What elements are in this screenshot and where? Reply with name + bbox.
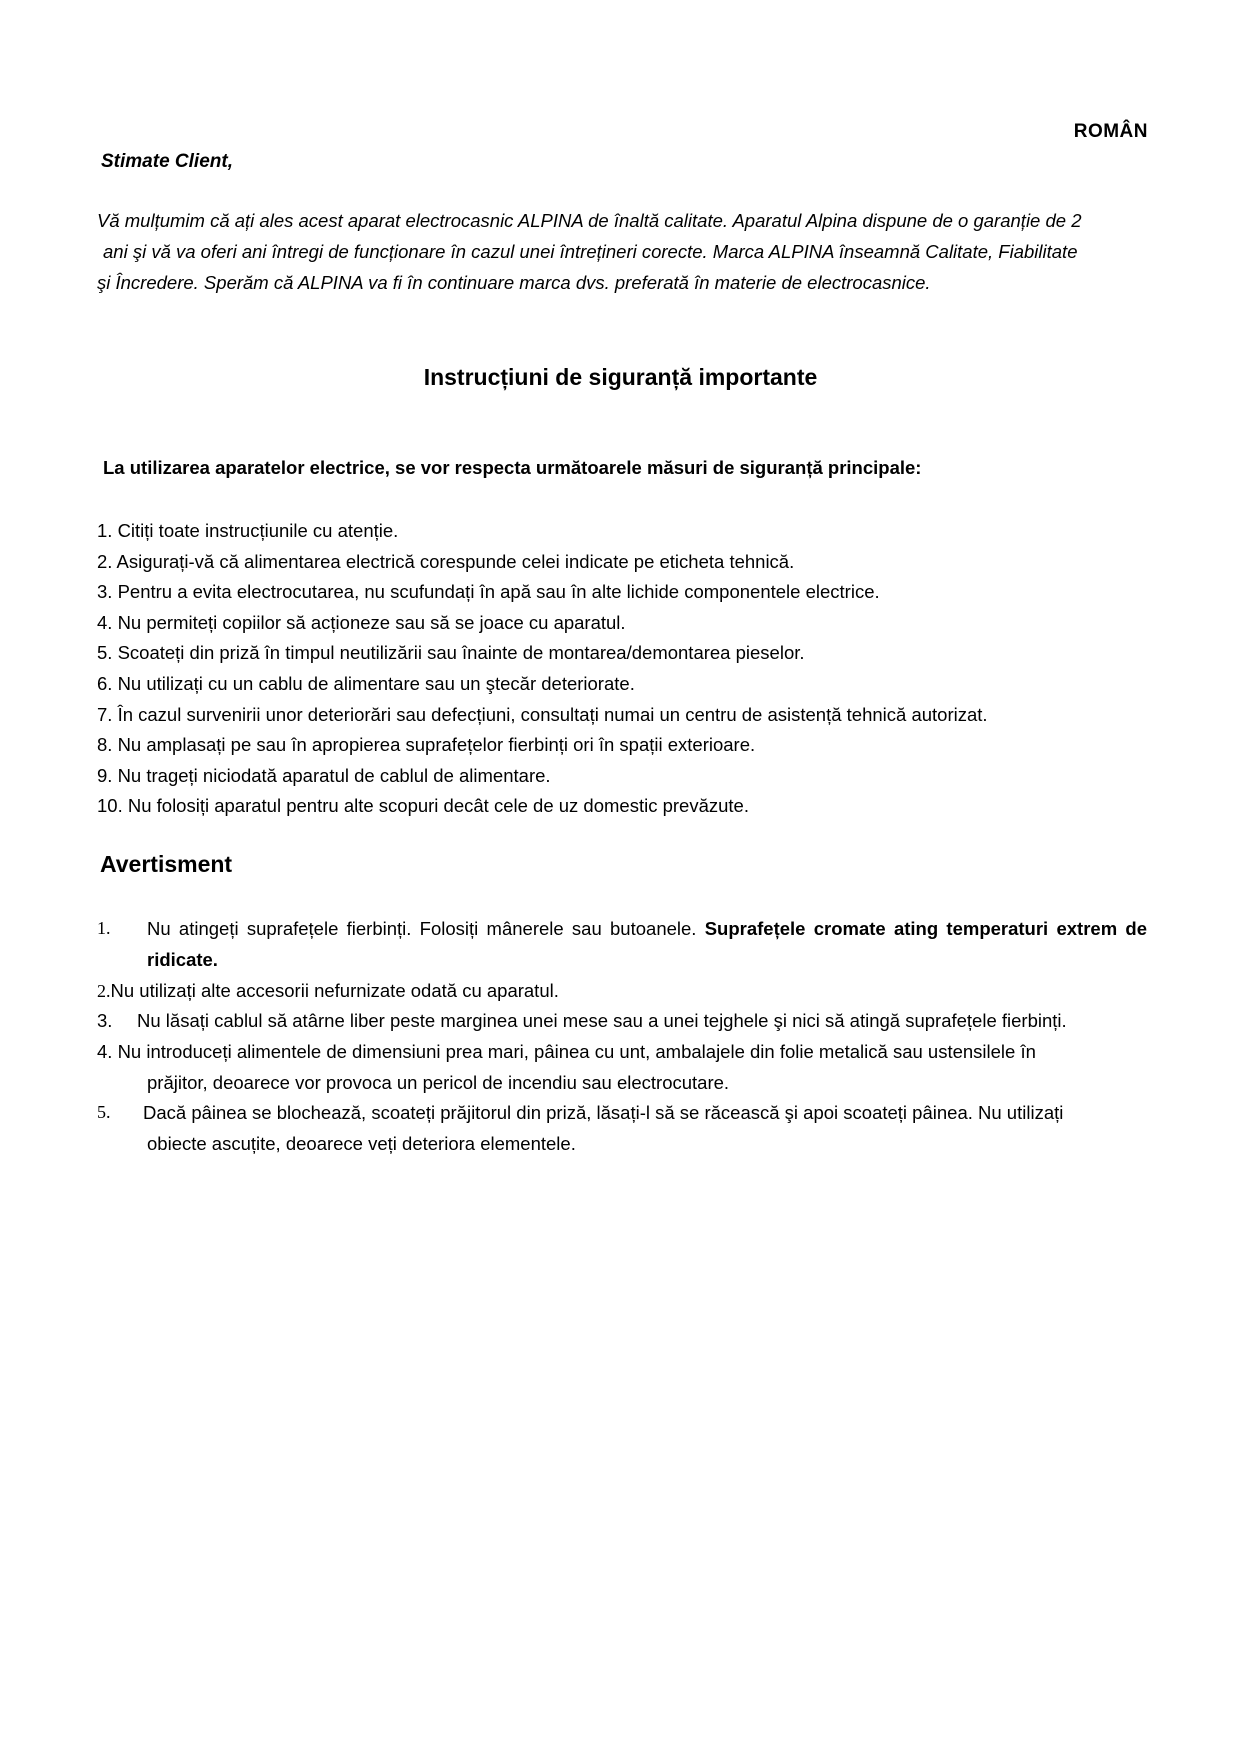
list-item: 1. Citiți toate instrucțiunile cu atenție. bbox=[97, 520, 399, 541]
warning-text: Nu utilizați alte accesorii nefurnizate odată cu aparatul. bbox=[110, 980, 559, 1001]
list-item: 10. Nu folosiți aparatul pentru alte scopuri decât cele de uz domestic prevăzute. bbox=[97, 795, 749, 817]
list-item: 9. Nu trageți niciodată aparatul de cablul de alimentare. bbox=[97, 764, 551, 786]
warning-title: Avertisment bbox=[100, 851, 233, 877]
warning-item-2 bbox=[97, 975, 559, 1007]
warning-text: 4. Nu introduceți alimentele de dimensiuni prea mari, pâinea cu unt, ambalajele din folie metalică sau ustensilele în bbox=[97, 1041, 1036, 1062]
warning-text: Nu lăsați cablul să atârne liber peste marginea unei mese sau a unei tejghele şi nici să atingă suprafețele fierbinți. bbox=[137, 1010, 1067, 1031]
warning-item-4 bbox=[97, 1036, 1147, 1098]
list-item: 8. Nu amplasați pe sau în apropierea suprafețelor fierbinți ori în spații exterioare. bbox=[97, 734, 756, 756]
warning-text-regular: Nu atingeți suprafețele fierbinți. Folosiți mânerele sau butoanele. bbox=[147, 918, 705, 939]
greeting: Stimate Client, bbox=[101, 151, 233, 172]
warning-text-line: obiecte ascuțite, deoarece veți deteriora elementele. bbox=[147, 1133, 576, 1154]
warning-text bbox=[147, 913, 1147, 975]
list-item: 3. Pentru a evita electrocutarea, nu scufundați în apă sau în alte lichide componentele electrice. bbox=[97, 581, 880, 603]
safety-list bbox=[97, 520, 988, 826]
list-item: 2. Asigurați-vă că alimentarea electrică corespunde celei indicate pe eticheta tehnică. bbox=[97, 550, 795, 572]
list-item: 4. Nu permiteți copiilor să acționeze sau să se joace cu aparatul. bbox=[97, 611, 626, 633]
intro-line: Vă mulțumim că ați ales acest aparat electrocasnic ALPINA de înaltă calitate. Aparatul Alpina dispune de o garanție de 2 bbox=[97, 210, 1082, 231]
safety-subtitle: La utilizarea aparatelor electrice, se vor respecta următoarele măsuri de siguranță principale: bbox=[103, 457, 922, 478]
safety-title: Instrucțiuni de siguranță importante bbox=[423, 364, 818, 390]
warning-number: 1. bbox=[97, 918, 111, 938]
intro-line: şi Încredere. Sperăm că ALPINA va fi în continuare marca dvs. preferată în materie de electrocasnice. bbox=[97, 272, 931, 293]
warning-number: 2. bbox=[97, 981, 111, 1001]
warning-number: 3. bbox=[97, 1010, 113, 1031]
warning-text bbox=[143, 1097, 1147, 1159]
list-item: 6. Nu utilizați cu un cablu de alimentare sau un ştecăr deteriorate. bbox=[97, 672, 635, 694]
intro-line: ani şi vă va oferi ani întregi de funcționare în cazul unei întrețineri corecte. Marca ALPINA înseamnă Calitate, Fiabilitate bbox=[103, 241, 1078, 262]
warning-number: 5. bbox=[97, 1102, 111, 1122]
warning-text: prăjitor, deoarece vor provoca un pericol de incendiu sau electrocutare. bbox=[147, 1072, 730, 1093]
list-item: 7. În cazul survenirii unor deteriorări sau defecțiuni, consultați numai un centru de asistență tehnică autorizat. bbox=[97, 703, 988, 725]
warning-text-bold: Suprafețele cromate ating temperaturi extrem de ridicate. bbox=[147, 918, 1147, 970]
language-label: ROMÂN bbox=[1073, 121, 1148, 142]
warning-text-line: Dacă pâinea se blochează, scoateți prăjitorul din priză, lăsați-l să se răcească şi apoi scoateți pâinea. Nu utilizați bbox=[143, 1102, 1064, 1123]
list-item: 5. Scoateți din priză în timpul neutilizării sau înainte de montarea/demontarea pieselor. bbox=[97, 642, 805, 664]
